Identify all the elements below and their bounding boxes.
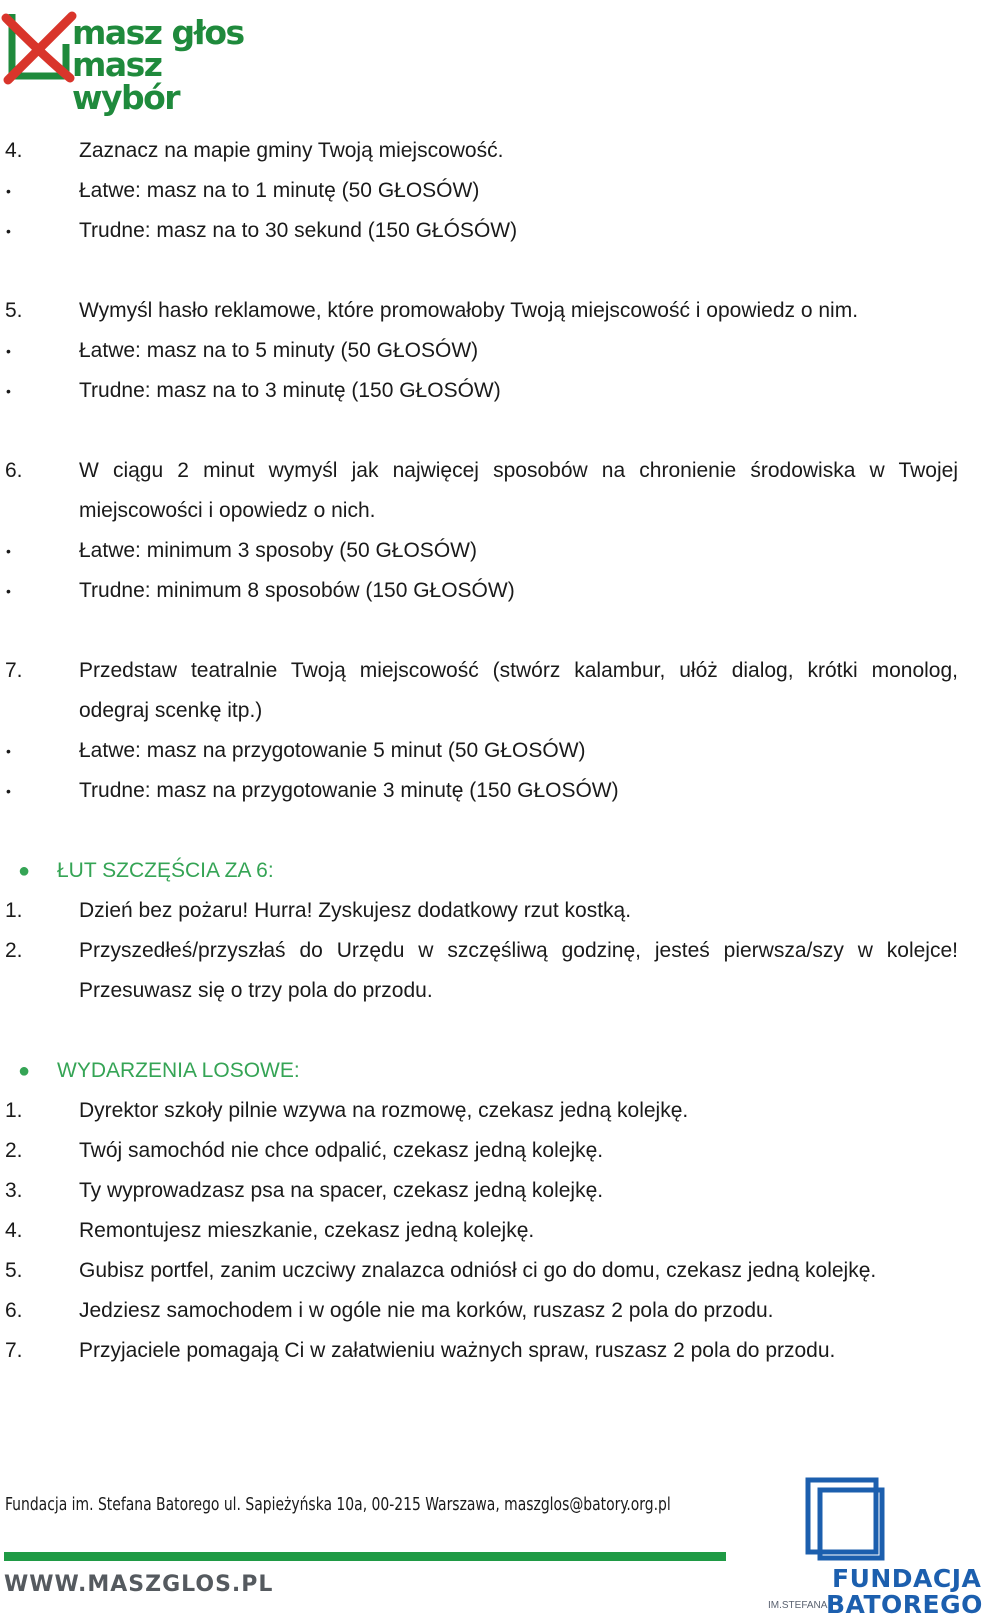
option-text: Trudne: masz na przygotowanie 3 minutę (150 GŁOSÓW) [79,779,619,802]
task-item [0,291,960,331]
bullet-icon: • [6,543,11,559]
option-text: Łatwe: masz na przygotowanie 5 minut (50 GŁOSÓW) [79,739,586,762]
item-text: Twój samochód nie chce odpalić, czekasz jedną kolejkę. [79,1139,604,1162]
option-text: Łatwe: minimum 3 sposoby (50 GŁOSÓW) [79,539,477,562]
option-item [0,371,960,411]
list-item [0,1091,960,1131]
bullet-icon: • [6,783,11,799]
item-number: 1. [5,1099,23,1122]
logo-text-line1: masz głos [72,13,244,52]
batory-name-line1: FUNDACJA [832,1564,982,1593]
batory-small-text: IM.STEFANA [768,1600,828,1611]
option-text: Trudne: masz na to 30 sekund (150 GŁÓSÓW) [79,219,518,242]
green-bullet-icon: ● [18,860,31,882]
option-item [0,331,960,371]
list-item [0,1251,960,1291]
item-text: Gubisz portfel, zanim uczciwy znalazca odniósł ci go do domu, czekasz jedną kolejkę. [79,1259,877,1282]
item-text: Jedziesz samochodem i w ogóle nie ma korków, ruszasz 2 pola do przodu. [79,1299,774,1322]
item-text: Przyjaciele pomagają Ci w załatwieniu ważnych spraw, ruszasz 2 pola do przodu. [79,1339,836,1362]
bullet-icon: • [6,383,11,399]
bullet-icon: • [6,183,11,199]
task-text: Przedstaw teatralnie Twoją miejscowość (stwórz kalambur, ułóż dialog, krótki monolog, odegraj scenkę itp.) [79,659,958,722]
item-number: 2. [5,1139,23,1162]
option-text: Trudne: minimum 8 sposobów (150 GŁOSÓW) [79,579,515,602]
item-text: Ty wyprowadzasz psa na spacer, czekasz jedną kolejkę. [79,1179,604,1202]
option-text: Łatwe: masz na to 1 minutę (50 GŁOSÓW) [79,179,480,202]
task-item [0,131,960,171]
option-item [0,211,960,251]
masz-glos-logo [4,8,274,117]
task-item [0,651,960,731]
footer-address: Fundacja im. Stefana Batorego ul. Sapieżyńska 10a, 00-215 Warszawa, maszglos@batory.org.pl [5,1494,671,1515]
item-number: 4. [5,1219,23,1242]
option-item [0,771,960,811]
list-item [0,1211,960,1251]
task-number: 4. [5,139,23,162]
item-number: 7. [5,1339,23,1362]
item-text: Przyszedłeś/przyszłaś do Urzędu w szczęśliwą godzinę, jesteś pierwsza/szy w kolejce! Przesuwasz się o trzy pola do przodu. [79,939,958,1002]
task-item [0,451,960,531]
list-item [0,1331,960,1371]
task-number: 5. [5,299,23,322]
option-text: Trudne: masz na to 3 minutę (150 GŁOSÓW) [79,379,501,402]
option-item [0,571,960,611]
item-text: Dzień bez pożaru! Hurra! Zyskujesz dodatkowy rzut kostką. [79,899,632,922]
x-ballot-mark-icon [4,8,74,84]
list-item [0,891,960,931]
option-item [0,731,960,771]
task-number: 7. [5,659,23,682]
document-body [0,131,960,1371]
task-text: Wymyśl hasło reklamowe, które promowałoby Twoją miejscowość i opowiedz o nim. [79,299,859,322]
bullet-icon: • [6,583,11,599]
list-item [0,1131,960,1171]
item-number: 6. [5,1299,23,1322]
item-number: 3. [5,1179,23,1202]
green-bullet-icon: ● [18,1060,31,1082]
list-item [0,931,960,1011]
footer-url-link[interactable]: WWW.MASZGLOS.PL [4,1572,274,1597]
bullet-icon: • [6,743,11,759]
task-text: W ciągu 2 minut wymyśl jak najwięcej sposobów na chronienie środowiska w Twojej miejscowości i opowiedz o nich. [79,459,958,522]
list-item [0,1171,960,1211]
item-text: Dyrektor szkoły pilnie wzywa na rozmowę, czekasz jedną kolejkę. [79,1099,689,1122]
task-text: Zaznacz na mapie gminy Twoją miejscowość. [79,139,504,162]
section-heading-text: ŁUT SZCZĘŚCIA ZA 6: [57,859,274,882]
section-heading-events [0,1051,960,1091]
item-number: 1. [5,899,23,922]
option-item [0,171,960,211]
bullet-icon: • [6,343,11,359]
section-heading-text: WYDARZENIA LOSOWE: [57,1059,300,1082]
bullet-icon: • [6,223,11,239]
section-heading-luck [0,851,960,891]
footer-divider [4,1552,726,1561]
option-item [0,531,960,571]
batory-name-line2: BATOREGO [826,1590,983,1619]
list-item [0,1291,960,1331]
option-text: Łatwe: masz na to 5 minuty (50 GŁOSÓW) [79,339,479,362]
item-text: Remontujesz mieszkanie, czekasz jedną kolejkę. [79,1219,535,1242]
item-number: 2. [5,939,23,962]
logo-text-line2: masz wybór [72,45,180,117]
task-number: 6. [5,459,23,482]
item-number: 5. [5,1259,23,1282]
